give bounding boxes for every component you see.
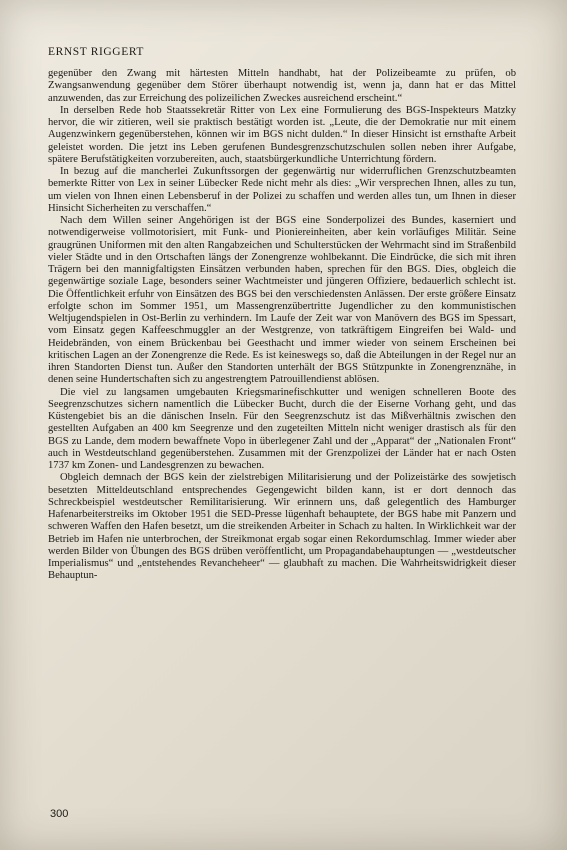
running-head: ERNST RIGGERT [48,46,145,58]
page-number: 300 [50,808,69,820]
paragraph: Die viel zu langsamen umgebauten Kriegsmarinefischkutter und wenigen schnelleren Boote des Seegrenzschutzes sichern namentlich die Lübecker Bucht, durch die der Eiserne Vorhang geht, und das Küstengebiet bis an die dänischen Inseln. Für den Seegrenzschutz ist das Mißverhältnis zwischen den gestellten Aufgaben an 400 km Seegrenze und den zugeteilten Mitteln nicht weniger drastisch als für den BGS zu Lande, dem modern bewaffnete Vopo in überlegener Zahl und der „Apparat“ der „Nationalen Front“ auch in Westdeutschland gegenüberstehen. Zusammen mit der Grenzpolizei der Länder hat er nach Osten 1737 km Zonen- und Landesgrenzen zu bewachen. [48,386,516,471]
paragraph: gegenüber den Zwang mit härtesten Mitteln handhabt, hat der Polizeibeamte zu prüfen, ob Zwangsanwendung gegenüber dem Störer überhaupt notwendig ist, wenn ja, dann hat er das Mittel anzuwenden, das zur Erreichung des polizeilichen Zweckes ausreichend erscheint.“ [48,68,516,104]
paragraph: In derselben Rede hob Staatssekretär Ritter von Lex eine Formulierung des BGS-Inspekteurs Matzky hervor, die wir zitieren, weil sie praktisch bestätigt worden ist. „Leute, die der Demokratie nur mit einem Augenzwinkern gegenüberstehen, können wir im BGS nicht dulden.“ In dieser Hinsicht ist ernsthafte Arbeit geleistet worden. Die jetzt ins Leben gerufenen Bundesgrenzschutzschulen sollen neben ihrer Aufgabe, spätere Berufstätigkeiten vorzubereiten, auch, staatsbürgerkundliche Unterrichtung fördern. [48,104,516,165]
body-text [48,68,516,583]
paragraph: Obgleich demnach der BGS kein der zielstrebigen Militarisierung und der Polizeistärke des sowjetisch besetzten Mitteldeutschland entsprechendes Gegengewicht bilden kann, ist er dort dennoch das Schreckbeispiel westdeutscher Remilitarisierung. Wir erinnern uns, daß gelegentlich des Hamburger Hafenarbeiterstreiks im Oktober 1951 die SED-Presse lügenhaft behauptete, der BGS habe mit Panzern und schweren Waffen den Hafen besetzt, um die streikenden Arbeiter in Schach zu halten. In Wirklichkeit war der Betrieb im Hafen nie unterbrochen, der Streikmonat ergab sogar einen Rekordumschlag. Immer wieder aber werden Bilder von Übungen des BGS drüben veröffentlicht, um Propagandabehauptungen — „westdeutscher Imperialismus“ und „entstehendes Revancheheer“ — glaubhaft zu machen. Die Wahrheitswidrigkeit dieser Behauptun- [48,472,516,582]
paragraph: Nach dem Willen seiner Angehörigen ist der BGS eine Sonderpolizei des Bundes, kaserniert und notwendigerweise vollmotorisiert, mit Funk- und Pioniereinheiten, aber kein vorläufiges Militär. Seine graugrünen Uniformen mit den alten Rangabzeichen und Schulterstücken der Wehrmacht sind im Straßenbild vieler Städte und in den Ortschaften längs der Zonengrenze wohlbekannt. Die Eindrücke, die sich mit ihren Trägern bei den mannigfaltigsten Einsätzen verbunden haben, sprechen für den BGS. Dies, obgleich die gegenwärtige soziale Lage, besonders seiner Wachtmeister und jüngeren Offiziere, bedauerlich schlecht ist. Die Öffentlichkeit erfuhr von Einsätzen des BGS bei den verschiedensten Anlässen. Der erste größere Einsatz erfolgte schon im Sommer 1951, um Massengrenzübertritte Jugendlicher zu den kommunistischen Weltjugendspielen in Ost-Berlin zu verhindern. Im Laufe der Zeit war von Manövern des BGS im Spessart, vom Einsatz gegen Kaffeeschmuggler an der Westgrenze, von tatkräftigem Eingreifen bei Wald- und Heidebränden, von einem Brückenbau bei Geesthacht und immer wieder von seinem Erscheinen bei kritischen Lagen an der Zonengrenze die Rede. Es ist keineswegs so, daß die Abteilungen in der Regel nur an ihren Standorten Dienst tun. Außer den Standorten unterhält der BGS Stützpunkte in Zonengrenznähe, in denen seine Hundertschaften sich zu angestrengtem Patrouillendienst ablösen. [48,215,516,386]
paragraph: In bezug auf die mancherlei Zukunftssorgen der gegenwärtig nur widerruflichen Grenzschutzbeamten bemerkte Ritter von Lex in seiner Lübecker Rede nicht mehr als dies: „Wir versprechen Ihnen, alles zu tun, um vielen von Ihnen einen Lebensberuf in der Polizei zu schaffen und werden alles tun, um Ihnen in dieser Hinsicht Sicherheiten zu verschaffen.“ [48,166,516,214]
